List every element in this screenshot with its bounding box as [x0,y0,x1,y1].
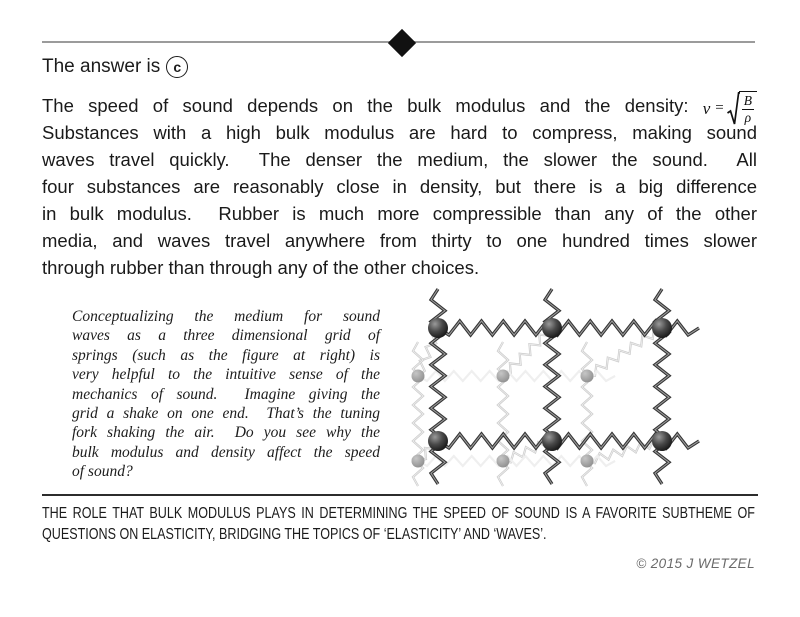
paragraph-line: through rubber than through any of the other choices. [42,257,480,278]
answer-line [42,56,188,78]
bottom-divider-line [42,494,758,496]
note-line: very helpful to the intuitive sense of the [72,366,380,384]
diamond-icon [388,29,416,57]
spring-grid-figure [390,282,730,494]
copyright-text: © 2015 J WETZEL [636,556,755,571]
radical-expression [727,91,757,127]
paragraph-line: four substances are reasonably close in density, but there is a big difference [42,176,757,197]
note-line: fork shaking the air. Do you see why the [72,424,380,442]
formula-denominator: ρ [744,110,752,126]
note-line: waves as a three dimensional grid of [72,327,380,345]
footer-line: QUESTIONS ON ELASTICITY, BRIDGING THE TOPICS OF ‘ELASTICITY’ AND ‘WAVES’. [42,526,547,543]
paragraph-line: media, and waves travel anywhere from thirty to one hundred times slower [42,230,757,251]
note-paragraph [72,307,380,482]
note-line: springs (such as the figure at right) is [72,346,380,364]
footer-note-inner [42,503,755,545]
circled-answer-letter [166,56,188,78]
paragraph-line: waves travel quickly. The denser the medium, the slower the sound. All [42,149,757,170]
note-line: grid a shake on one end. That’s the tuning [72,405,380,423]
main-paragraph [42,92,757,281]
note-line: of sound? [72,463,133,481]
paragraph-line-text: The speed of sound depends on the bulk modulus and the density: [42,95,689,116]
note-line: Conceptualizing the medium for sound [72,308,380,325]
answer-letter: c [173,59,182,75]
formula-variable: v [702,99,711,118]
formula-equals: = [715,100,724,116]
speed-of-sound-formula [702,92,757,126]
footer-note [42,503,758,545]
note-line: mechanics of sound. Imagine giving the [72,385,380,403]
note-line: bulk modulus and density affect the speed [72,443,380,461]
footer-line: THE ROLE THAT BULK MODULUS PLAYS IN DETERMINING THE SPEED OF SOUND IS A FAVORITE SUBTHEME OF [42,505,755,522]
formula-numerator: B [742,94,754,111]
paragraph-line: in bulk modulus. Rubber is much more compressible than any of the other [42,203,757,224]
formula-fraction [739,91,757,126]
answer-text: The answer is [42,56,161,77]
paragraph-line: Substances with a high bulk modulus are hard to compress, making sound [42,122,757,143]
paragraph-line [42,92,757,126]
